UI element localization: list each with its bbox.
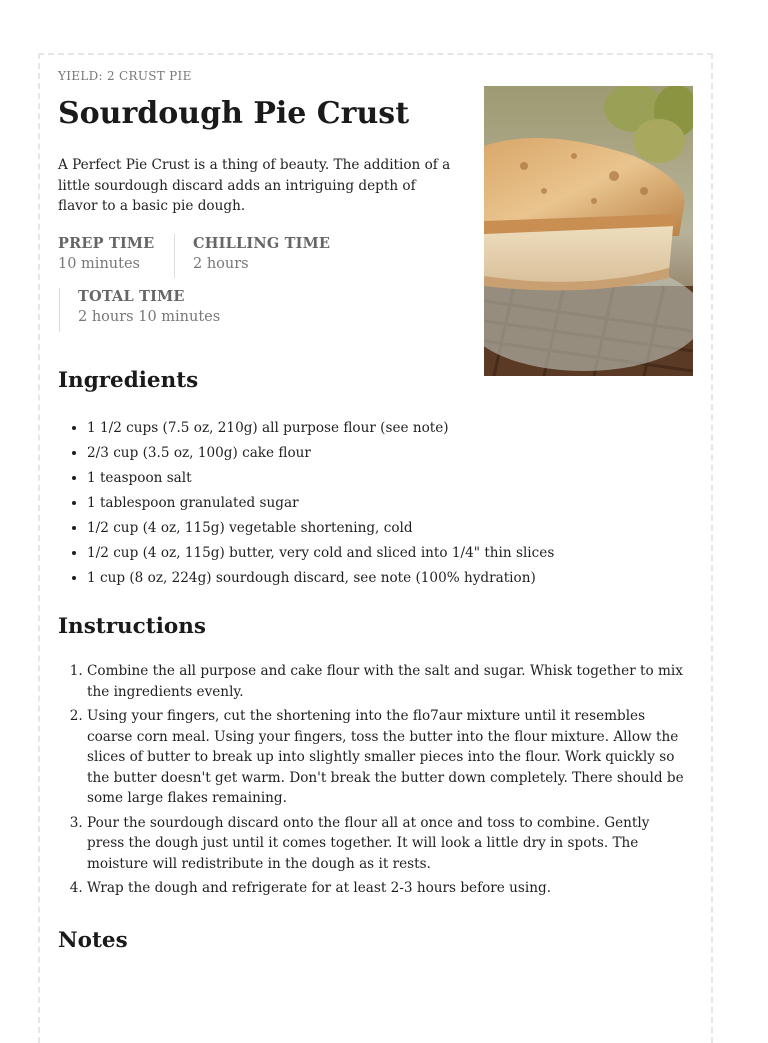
ingredient-item: • 1 tablespoon granulated sugar (87, 491, 727, 516)
recipe-photo (484, 86, 693, 376)
total-time-label: TOTAL TIME (78, 288, 185, 305)
instructions-heading: Instructions (58, 614, 206, 639)
instructions-list (58, 661, 687, 903)
instruction-step: 2. Using your fingers, cut the shortening into the flo7aur mixture until it resembles coarse corn meal. Using your fingers, toss the butter into the flour mixture. Allow the slices of butter to break up into slightly smaller pieces into the flour. Work quickly so the butter doesn't get warm. Don't break the butter down completely. There should be some large flakes remaining. (87, 706, 687, 809)
instruction-step: 1. Combine the all purpose and cake flour with the salt and sugar. Whisk together to mix the ingredients evenly. (87, 661, 687, 702)
prep-time-label: PREP TIME (58, 235, 155, 252)
recipe-yield: YIELD: 2 CRUST PIE (58, 69, 192, 83)
chilling-time-label: CHILLING TIME (193, 235, 331, 252)
ingredients-heading: Ingredients (58, 368, 199, 393)
prep-time-value: 10 minutes (58, 256, 140, 272)
recipe-title: Sourdough Pie Crust (58, 96, 410, 131)
total-time (78, 288, 220, 325)
ingredient-item: • 1 teaspoon salt (87, 466, 727, 491)
ingredient-item: • 1/2 cup (4 oz, 115g) vegetable shortening, cold (87, 516, 727, 541)
ingredients-list (58, 416, 727, 591)
pie-photo-illustration (484, 86, 693, 376)
time-divider (174, 234, 175, 278)
chilling-time-value: 2 hours (193, 256, 249, 272)
ingredient-item: • 1/2 cup (4 oz, 115g) butter, very cold and sliced into 1/4" thin slices (87, 541, 727, 566)
notes-heading: Notes (58, 928, 128, 953)
instruction-step: 4. Wrap the dough and refrigerate for at least 2-3 hours before using. (87, 878, 687, 899)
ingredient-item: • 1 1/2 cups (7.5 oz, 210g) all purpose flour (see note) (87, 416, 727, 441)
ingredient-item: • 2/3 cup (3.5 oz, 100g) cake flour (87, 441, 727, 466)
prep-time (58, 235, 154, 272)
total-time-value: 2 hours 10 minutes (78, 309, 221, 325)
instruction-step: 3. Pour the sourdough discard onto the flour all at once and toss to combine. Gently press the dough just until it comes together. It will look a little dry in spots. The moisture will redistribute in the dough as it rests. (87, 813, 687, 875)
ingredient-item: • 1 cup (8 oz, 224g) sourdough discard, see note (100% hydration) (87, 566, 727, 591)
time-divider (59, 288, 60, 332)
recipe-summary: A Perfect Pie Crust is a thing of beauty. The addition of a little sourdough discard adds an intriguing depth of flavor to a basic pie dough. (58, 157, 451, 214)
chilling-time (193, 235, 330, 272)
